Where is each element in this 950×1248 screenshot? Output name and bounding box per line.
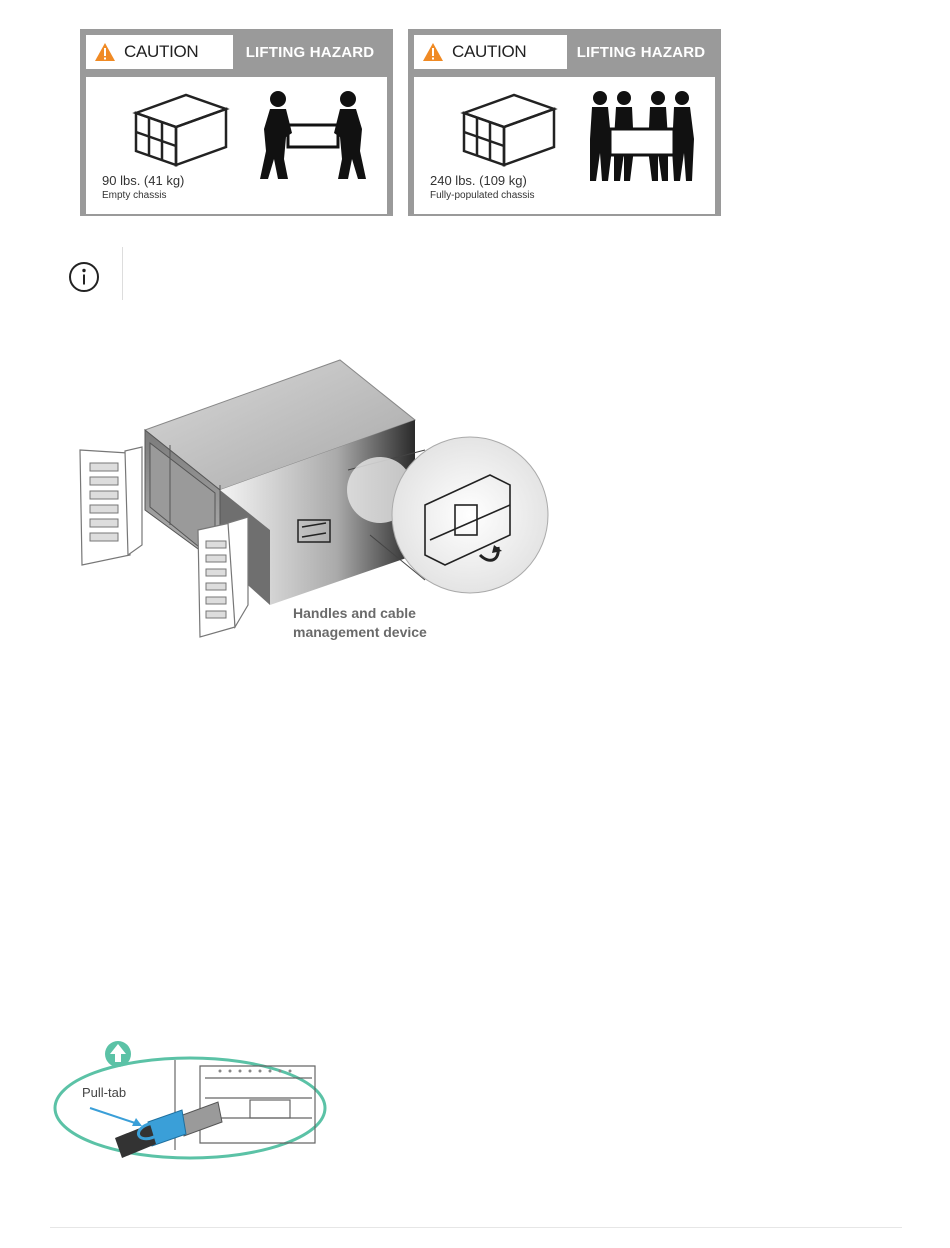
chassis-box-icon: [126, 89, 236, 167]
weight-text: 90 lbs. (41 kg): [102, 173, 185, 188]
caution-label-full: [408, 29, 721, 216]
weight-text: 240 lbs. (109 kg): [430, 173, 527, 188]
pull-tab-label: Pull-tab: [82, 1085, 127, 1100]
four-person-lift-icon: [586, 89, 698, 183]
caution-box: [86, 35, 233, 69]
caution-text: CAUTION: [124, 42, 199, 61]
lifting-hazard-text: LIFTING HAZARD: [576, 43, 706, 61]
chassis-handles-illustration: [70, 355, 560, 645]
note-callout: [68, 261, 100, 298]
note-divider: [122, 247, 123, 300]
chassis-figure-caption: [293, 604, 427, 642]
warning-triangle-icon: [94, 42, 116, 62]
caution-label-body: [86, 77, 387, 214]
caution-text: CAUTION: [452, 42, 527, 61]
lifting-hazard-text: LIFTING HAZARD: [245, 43, 375, 61]
caption-line-1: Handles and cable: [293, 605, 416, 621]
weight-description: Empty chassis: [102, 190, 167, 201]
caution-label-header: [414, 35, 715, 69]
warning-triangle-icon: [422, 42, 444, 62]
two-person-lift-icon: [258, 89, 368, 181]
caution-box: [414, 35, 567, 69]
caution-label-body: [414, 77, 715, 214]
chassis-box-icon: [454, 89, 564, 167]
info-icon: [68, 261, 100, 293]
footer-divider: [50, 1227, 902, 1228]
caption-line-2: management device: [293, 624, 427, 640]
weight-description: Fully-populated chassis: [430, 190, 535, 201]
caution-label-header: [86, 35, 387, 69]
caution-label-empty: [80, 29, 393, 216]
